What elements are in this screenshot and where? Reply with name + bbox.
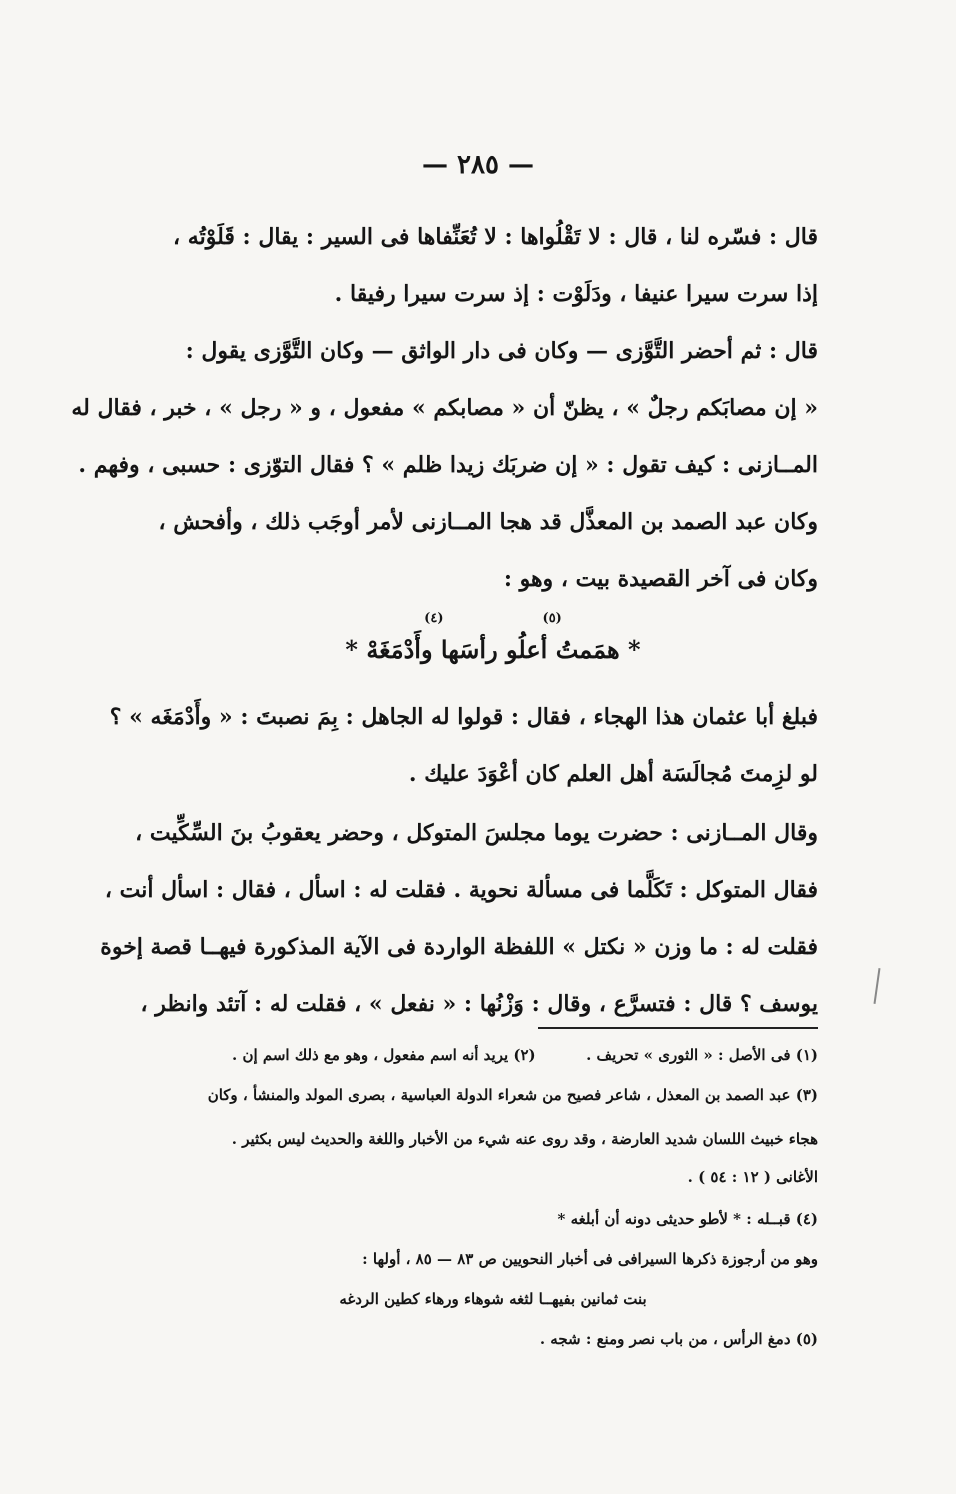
text-line: يوسف ؟ قال : فتسرَّع ، وقال : وَزْنُها : « نفعل » ، فقلت له : آتئد وانظر ، bbox=[140, 991, 818, 1017]
footnote-4-line: وهو من أرجوزة ذكرها السيرافى فى أخبار النحويين ص ٨٣ — ٨٥ ، أولها : bbox=[362, 1250, 818, 1268]
page-number: — ٢٨٥ — bbox=[421, 150, 535, 180]
footnote-1-2 bbox=[168, 1044, 818, 1066]
footnote-3-line: (٣) عبد الصمد بن المعذل ، شاعر فصيح من شعراء الدولة العباسية ، بصرى المولد والمنشأ ، وكان bbox=[207, 1086, 818, 1104]
margin-mark bbox=[874, 968, 881, 1004]
footnote-mark-4: (٤) bbox=[424, 611, 444, 626]
footnote-4-verse: بنت ثمانين بفيهــا لثغه شوهاء ورهاء كطين الردغه bbox=[339, 1290, 647, 1308]
text-line: وكان عبد الصمد بن المعذَّل قد هجا المــازنى لأمر أوجَب ذلك ، وأفحش ، bbox=[158, 509, 818, 535]
text-line: وقال المــازنى : حضرت يوما مجلسَ المتوكل ، وحضر يعقوبُ بنَ السِّكِّيت ، bbox=[135, 820, 818, 846]
text-line: فقال المتوكل : تَكَلَّما فى مسألة نحوية . فقلت له : اسأل ، فقال : اسأل أنت ، bbox=[104, 877, 818, 903]
verse-footnote-marks bbox=[168, 610, 818, 628]
text-line: قال : فسّره لنا ، قال : لا تَقْلُواها : لا تُعَنِّفاها فى السير : يقال : قَلَوْتُه ، bbox=[173, 224, 818, 250]
footnote-1: (١) فى الأصل : « الثورى » تحريف . bbox=[586, 1046, 818, 1064]
footnote-2: (٢) يريد أنه اسم مفعول ، وهو مع ذلك اسم إن . bbox=[232, 1046, 536, 1064]
paragraph-2 bbox=[109, 702, 818, 789]
paragraph-1 bbox=[71, 222, 818, 594]
paragraph-3 bbox=[100, 818, 818, 1019]
footnote-3-line: هجاء خبيث اللسان شديد العارضة ، وقد روى عنه شيء من الأخبار واللغة والحديث ليس بكثير . bbox=[231, 1130, 818, 1148]
footnote-mark-5: (٥) bbox=[542, 611, 562, 626]
verse-line: * همَمتُ أعلُو رأسَها وأَدْمَغَهْ * bbox=[345, 635, 641, 664]
text-line: فبلغ أبا عثمان هذا الهجاء ، فقال : قولوا له الجاهل : بِمَ نصبتَ : « وأَدْمَغَه » ؟ bbox=[109, 704, 818, 730]
footnote-5: (٥) دمغ الرأس ، من باب نصر ومنع : شجه . bbox=[539, 1330, 818, 1348]
text-line: إذا سرت سيرا عنيفا ، ودَلَوْت : إذ سرت سيرا رفيقا . bbox=[334, 281, 818, 307]
text-line: « إن مصابَكم رجلٌ » ، يظنّ أن « مصابكم » مفعول ، و « رجل » ، خبر ، فقال له bbox=[71, 395, 818, 421]
text-line: لو لزِمتَ مُجالَسَة أهل العلم كان أعْوَدَ عليك . bbox=[408, 761, 818, 787]
text-line: وكان فى آخر القصيدة بيت ، وهو : bbox=[503, 566, 818, 592]
text-line: المــازنى : كيف تقول : « إن ضربَك زيدا ظلم » ؟ فقال التوّزى : حسبى ، وفهم . bbox=[78, 452, 818, 478]
footnote-separator bbox=[538, 1027, 818, 1029]
text-line: قال : ثم أحضر التَّوَّزى — وكان فى دار الواثق — وكان التَّوَّزى يقول : bbox=[185, 338, 818, 364]
footnote-3-line: الأغانى ( ١٢ : ٥٤ ) . bbox=[687, 1168, 818, 1186]
footnote-4-line: (٤) قبــله : * لأطو حديثى دونه أن أبلغه * bbox=[557, 1210, 818, 1228]
text-line: فقلت له : ما وزن « نكتل » اللفظة الواردة فى الآية المذكورة فيهــا قصة إخوة bbox=[100, 934, 818, 960]
